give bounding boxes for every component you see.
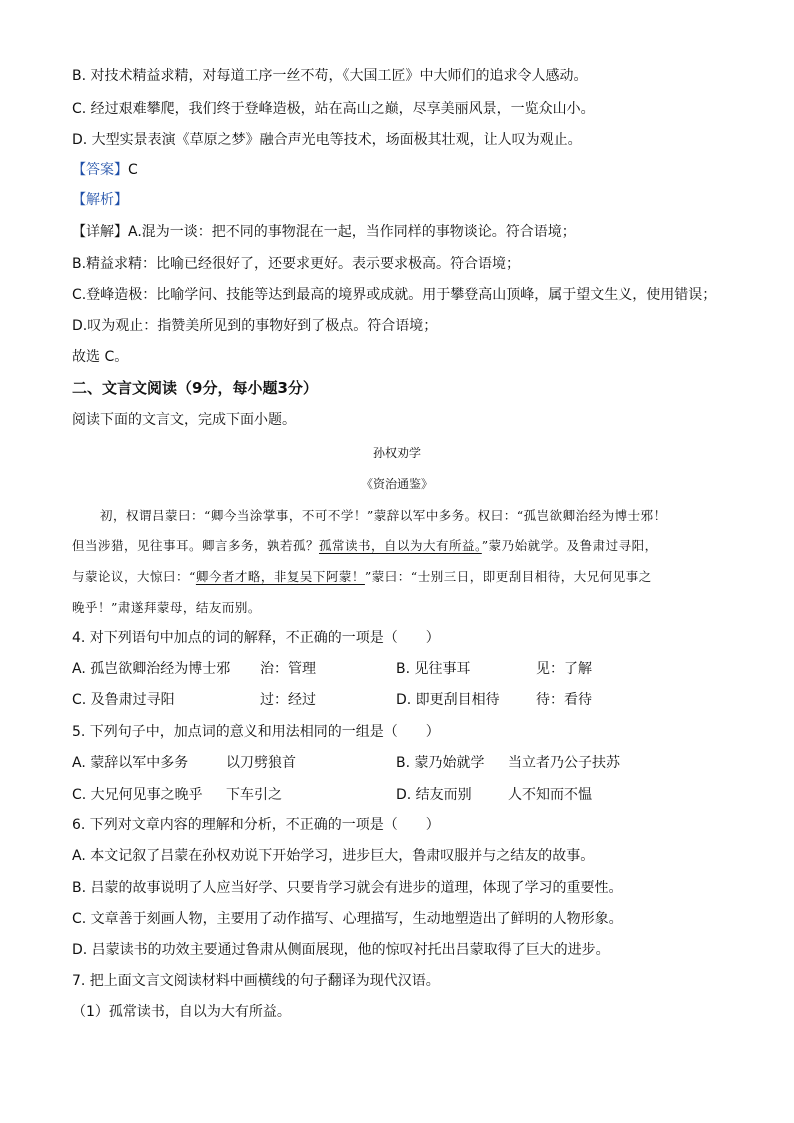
q4-option-b: B. 见往事耳 [396, 661, 471, 677]
option-b-prev: B. 对技术精益求精，对每道工序一丝不苟，《大国工匠》中大师们的追求令人感动。 [72, 68, 588, 84]
q5-option-c: C. 大兄何见事之晚乎 [72, 787, 203, 803]
passage-text: ”蒙乃始就学。及鲁肃过寻阳， [481, 538, 658, 553]
q6-option-d: D. 吕蒙读书的功效主要通过鲁肃从侧面展现，他的惊叹衬托出吕蒙取得了巨大的进步。 [72, 942, 610, 958]
q5-option-d-pair: 人不知而不愠 [508, 787, 592, 803]
q5-option-a: A. 蒙辞以军中多务 [72, 755, 189, 771]
option-c-prev: C. 经过艰难攀爬，我们终于登峰造极，站在高山之巅，尽享美丽风景，一览众山小。 [72, 101, 595, 117]
q5-option-b-pair: 当立者乃公子扶苏 [508, 755, 620, 771]
analysis-label: 【解析】 [72, 192, 128, 208]
q4-stem: 4. 对下列语句中加点的词的解释，不正确的一项是（ ） [72, 630, 440, 646]
q4-option-c: C. 及鲁肃过寻阳 [72, 692, 175, 708]
answer-line [72, 160, 138, 180]
detail-label: 【详解】 [72, 224, 128, 240]
q4-option-a: A. 孤岂欲卿治经为博士邪 [72, 661, 231, 677]
passage-text: 与蒙论议，大惊曰：“ [72, 569, 196, 584]
answer-label: 【答案】 [72, 162, 128, 178]
q4-option-a-meaning: 治：管理 [260, 661, 316, 677]
detail-line-b: B.精益求精：比喻已经很好了，还要求更好。表示要求极高。符合语境； [72, 256, 521, 272]
detail-text-a: A.混为一谈：把不同的事物混在一起，当作同样的事物谈论。符合语境； [128, 224, 576, 240]
q4-option-c-meaning: 过：经过 [260, 692, 316, 708]
q6-option-c: C. 文章善于刻画人物，主要用了动作描写、心理描写，生动地塑造出了鲜明的人物形象。 [72, 911, 623, 927]
q5-option-b: B. 蒙乃始就学 [396, 755, 485, 771]
underlined-sentence-2: 卿今者才略，非复吴下阿蒙！ [195, 569, 365, 584]
passage-line-3 [72, 567, 652, 587]
q6-stem: 6. 下列对文章内容的理解和分析，不正确的一项是（ ） [72, 817, 440, 833]
q5-option-c-pair: 下车引之 [226, 787, 282, 803]
q4-option-b-meaning: 见：了解 [536, 661, 592, 677]
q5-option-d: D. 结友而别 [396, 787, 472, 803]
q6-option-b: B. 吕蒙的故事说明了人应当好学、只要肯学习就会有进步的道理，体现了学习的重要性。 [72, 880, 623, 896]
q7-subquestion-1: （1）孤常读书，自以为大有所益。 [72, 1004, 291, 1020]
detail-line-c: C.登峰造极：比喻学问、技能等达到最高的境界或成就。用于攀登高山顶峰，属于望文生义，使用错误； [72, 287, 717, 303]
passage-text: ”蒙曰：“士别三日，即更刮目相待，大兄何见事之 [364, 569, 652, 584]
q5-option-a-pair: 以刀劈狼首 [226, 755, 296, 771]
detail-line-a [72, 222, 576, 242]
passage-text: 但当涉猎，见往事耳。卿言多务，孰若孤？ [72, 538, 320, 553]
section-intro: 阅读下面的文言文，完成下面小题。 [72, 412, 296, 428]
q7-stem: 7. 把上面文言文阅读材料中画横线的句子翻译为现代汉语。 [72, 973, 440, 989]
passage-title: 孙权劝学 [372, 446, 421, 460]
passage-source: 《资治通鉴》 [360, 477, 433, 491]
option-d-prev: D. 大型实景表演《草原之梦》融合声光电等技术，场面极其壮观，让人叹为观止。 [72, 132, 582, 148]
passage-line-1: 初，权谓吕蒙曰：“卿今当涂掌事，不可不学！”蒙辞以军中多务。权曰：“孤岂欲卿治经为博士邪！ [100, 508, 667, 523]
q4-option-d-meaning: 待：看待 [536, 692, 592, 708]
answer-value: C [128, 162, 138, 178]
q5-stem: 5. 下列句子中，加点词的意义和用法相同的一组是（ ） [72, 724, 440, 740]
q4-option-d: D. 即更刮目相待 [396, 692, 500, 708]
underlined-sentence-1: 孤常读书，自以为大有所益。 [319, 538, 482, 553]
detail-line-d: D.叹为观止：指赞美所见到的事物好到了极点。符合语境； [72, 318, 438, 334]
q6-option-a: A. 本文记叙了吕蒙在孙权劝说下开始学习，进步巨大，鲁肃叹服并与之结友的故事。 [72, 848, 595, 864]
detail-conclusion: 故选 C。 [72, 349, 129, 365]
passage-line-4: 晚乎！”肃遂拜蒙母，结友而别。 [72, 600, 261, 615]
passage-line-2 [72, 536, 658, 556]
section-heading: 二、文言文阅读（9分，每小题3分） [72, 379, 318, 397]
